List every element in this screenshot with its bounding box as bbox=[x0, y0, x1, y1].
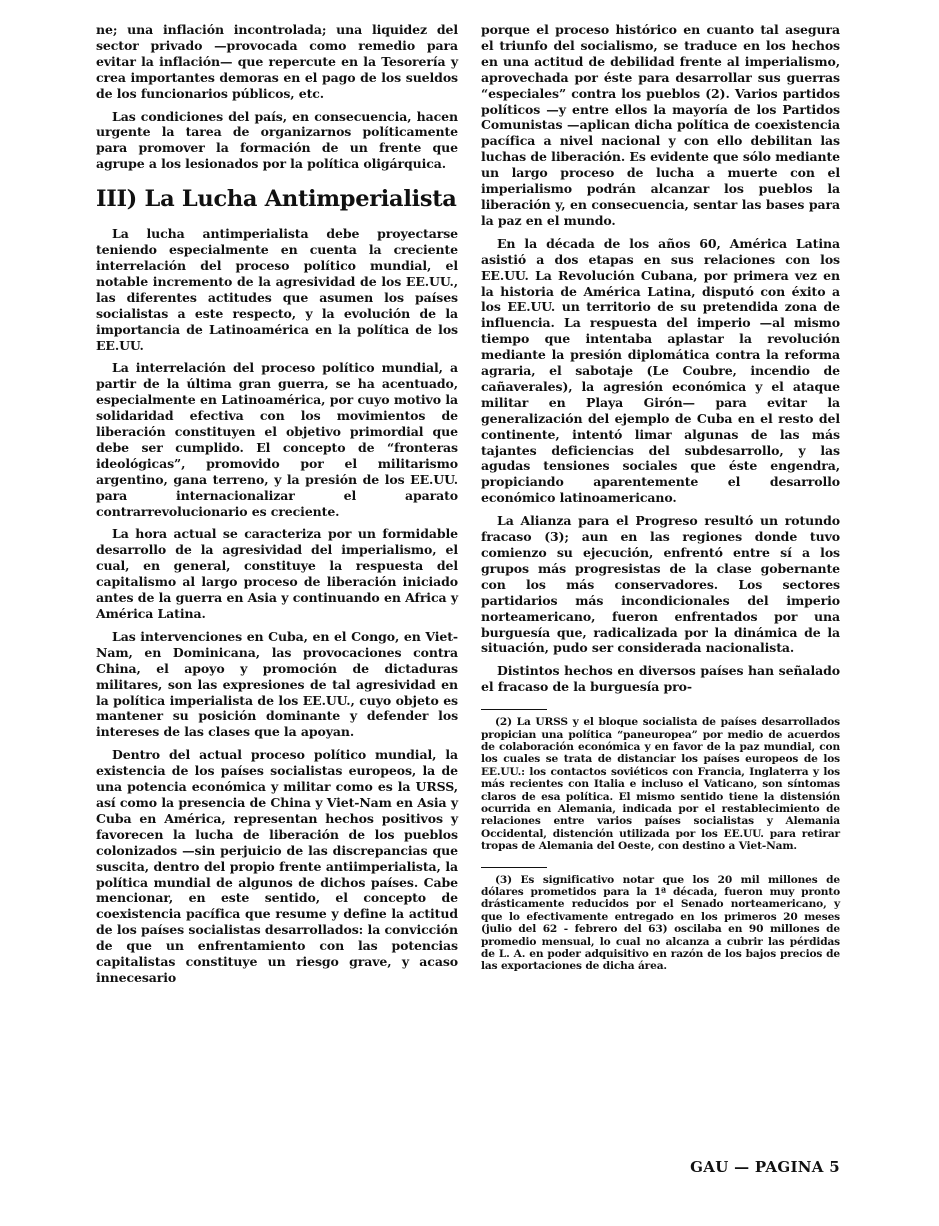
footnote: (3) Es significativo notar que los 20 mil millones de dólares prometidos para la 1ª década, fueron muy pronto drásticamente reducidos por el Senado norteamericano, y que lo efectivamente entregado en los primeros 20 meses (julio del 62 - febrero del 63) oscilaba en 90 millones de promedio mensual, lo cual no alcanza a cubrir las pérdidas de L. A. en poder adquisitivo en razón de los bajos precios de las exportaciones de dicha área. bbox=[481, 873, 840, 973]
paragraph: ne; una inflación incontrolada; una liquidez del sector privado —provocada como remedio para evitar la inflación— que repercute en la Tesorería y crea importantes demoras en el pago de los sueldos de los funcionarios públicos, etc. bbox=[96, 22, 458, 101]
right-column bbox=[481, 22, 840, 977]
paragraph: Dentro del actual proceso político mundial, la existencia de los países socialistas europeos, la de una potencia económica y militar como es la URSS, así como la presencia de China y Viet-Nam en Asia y Cuba en América, representan hechos positivos y favorecen la lucha de liberación de los pueblos colonizados —sin perjuicio de las discrepancias que suscita, dentro del propio frente antiimperialista, la política mundial de algunos de dichos países. Cabe mencionar, en este sentido, el concepto de coexistencia pacífica que resume y define la actitud de los países socialistas desarrollados: la convicción de que un enfrentamiento con las potencias capitalistas constituye un riesgo grave, y acaso innecesario bbox=[96, 747, 458, 985]
paragraph: En la década de los años 60, América Latina asistió a dos etapas en sus relaciones con los EE.UU. La Revolución Cubana, por primera vez en la historia de América Latina, disputó con éxito a los EE.UU. un territorio de su pretendida zona de influencia. La respuesta del imperio —al mismo tiempo que intentaba aplastar la revolución mediante la presión diplomática contra la reforma agraria, el sabotaje (Le Coubre, incendio de cañaverales), la agresión económica y el ataque militar en Playa Girón— para evitar la generalización del ejemplo de Cuba en el resto del continente, intentó limar algunas de las más tajantes deficiencias del subdesarrollo, y las agudas tensiones sociales que éste engendra, propiciando aparentemente el desarrollo económico latinoamericano. bbox=[481, 235, 840, 506]
page-footer: GAU — PAGINA 5 bbox=[690, 1158, 840, 1176]
paragraph: La lucha antimperialista debe proyectarse teniendo especialmente en cuenta la creciente interrelación del proceso político mundial, el notable incremento de la agresividad de los EE.UU., las diferentes actitudes que asumen los países socialistas a este respecto, y la evolución de la importancia de Latinoamérica en la política de los EE.UU. bbox=[96, 226, 458, 353]
footnote: (2) La URSS y el bloque socialista de países desarrollados propician una política “paneuropea” por medio de acuerdos de colaboración económica y en favor de la paz mundial, con los cuales se trata de distanciar los países europeos de los EE.UU.: los contactos soviéticos con Francia, Inglaterra y los más recientes con Italia e incluso el Vaticano, son síntomas claros de esa política. El mismo sentido tiene la distensión ocurrida en Alemania, indicada por el restablecimiento de relaciones entre varios países socialistas y Alemania Occidental, distención utilizada por los EE.UU. para retirar tropas de Alemania del Oeste, con destino a Viet-Nam. bbox=[481, 716, 840, 853]
paragraph: porque el proceso histórico en cuanto tal asegura el triunfo del socialismo, se traduce en los hechos en una actitud de debilidad frente al imperialismo, aprovechada por éste para desarrollar sus guerras “especiales” contra los pueblos (2). Varios partidos políticos —y entre ellos la mayoría de los Partidos Comunistas —aplican dicha política de coexistencia pacífica a nivel nacional y con ello debilitan las luchas de liberación. Es evidente que sólo mediante un largo proceso de lucha a muerte con el imperialismo podrán alcanzar los pueblos la liberación y, en consecuencia, sentar las bases para la paz en el mundo. bbox=[481, 22, 840, 228]
footnote-divider bbox=[481, 709, 547, 710]
left-column bbox=[96, 22, 458, 993]
paragraph: La interrelación del proceso político mundial, a partir de la última gran guerra, se ha acentuado, especialmente en Latinoamérica, por cuyo motivo la solidaridad efectiva con los movimientos de liberación constituyen el objetivo primordial que debe ser cumplido. El concepto de “fronteras ideológicas”, promovido por el militarismo argentino, gana terreno, y la presión de los EE.UU. para internacionalizar el aparato contrarrevolucionario es creciente. bbox=[96, 360, 458, 519]
paragraph: La hora actual se caracteriza por un formidable desarrollo de la agresividad del imperialismo, el cual, en general, constituye la respuesta del capitalismo al largo proceso de liberación iniciado antes de la guerra en Asia y continuando en Africa y América Latina. bbox=[96, 526, 458, 621]
paragraph: Las condiciones del país, en consecuencia, hacen urgente la tarea de organizarnos políticamente para promover la formación de un frente que agrupe a los lesionados por la política oligárquica. bbox=[96, 108, 458, 172]
paragraph: Las intervenciones en Cuba, en el Congo, en Viet-Nam, en Dominicana, las provocaciones contra China, el apoyo y promoción de dictaduras militares, son las expresiones de tal agresividad en la política imperialista de los EE.UU., cuyo objeto es mantener su posición dominante y defender los intereses de las clases que la apoyan. bbox=[96, 628, 458, 740]
paragraph: La Alianza para el Progreso resultó un rotundo fracaso (3); aun en las regiones donde tuvo comienzo su ejecución, enfrentó entre sí a los grupos más progresistas de la clase gobernante con los más conservadores. Los sectores partidarios más incondicionales del imperio norteamericano, fueron enfrentados por una burguesía que, radicalizada por la dinámica de la situación, pudo ser considerada nacionalista. bbox=[481, 513, 840, 656]
section-heading: III) La Lucha Antimperialista bbox=[96, 186, 457, 213]
footnote-divider bbox=[481, 867, 547, 868]
paragraph: Distintos hechos en diversos países han señalado el fracaso de la burguesía pro- bbox=[481, 663, 840, 695]
